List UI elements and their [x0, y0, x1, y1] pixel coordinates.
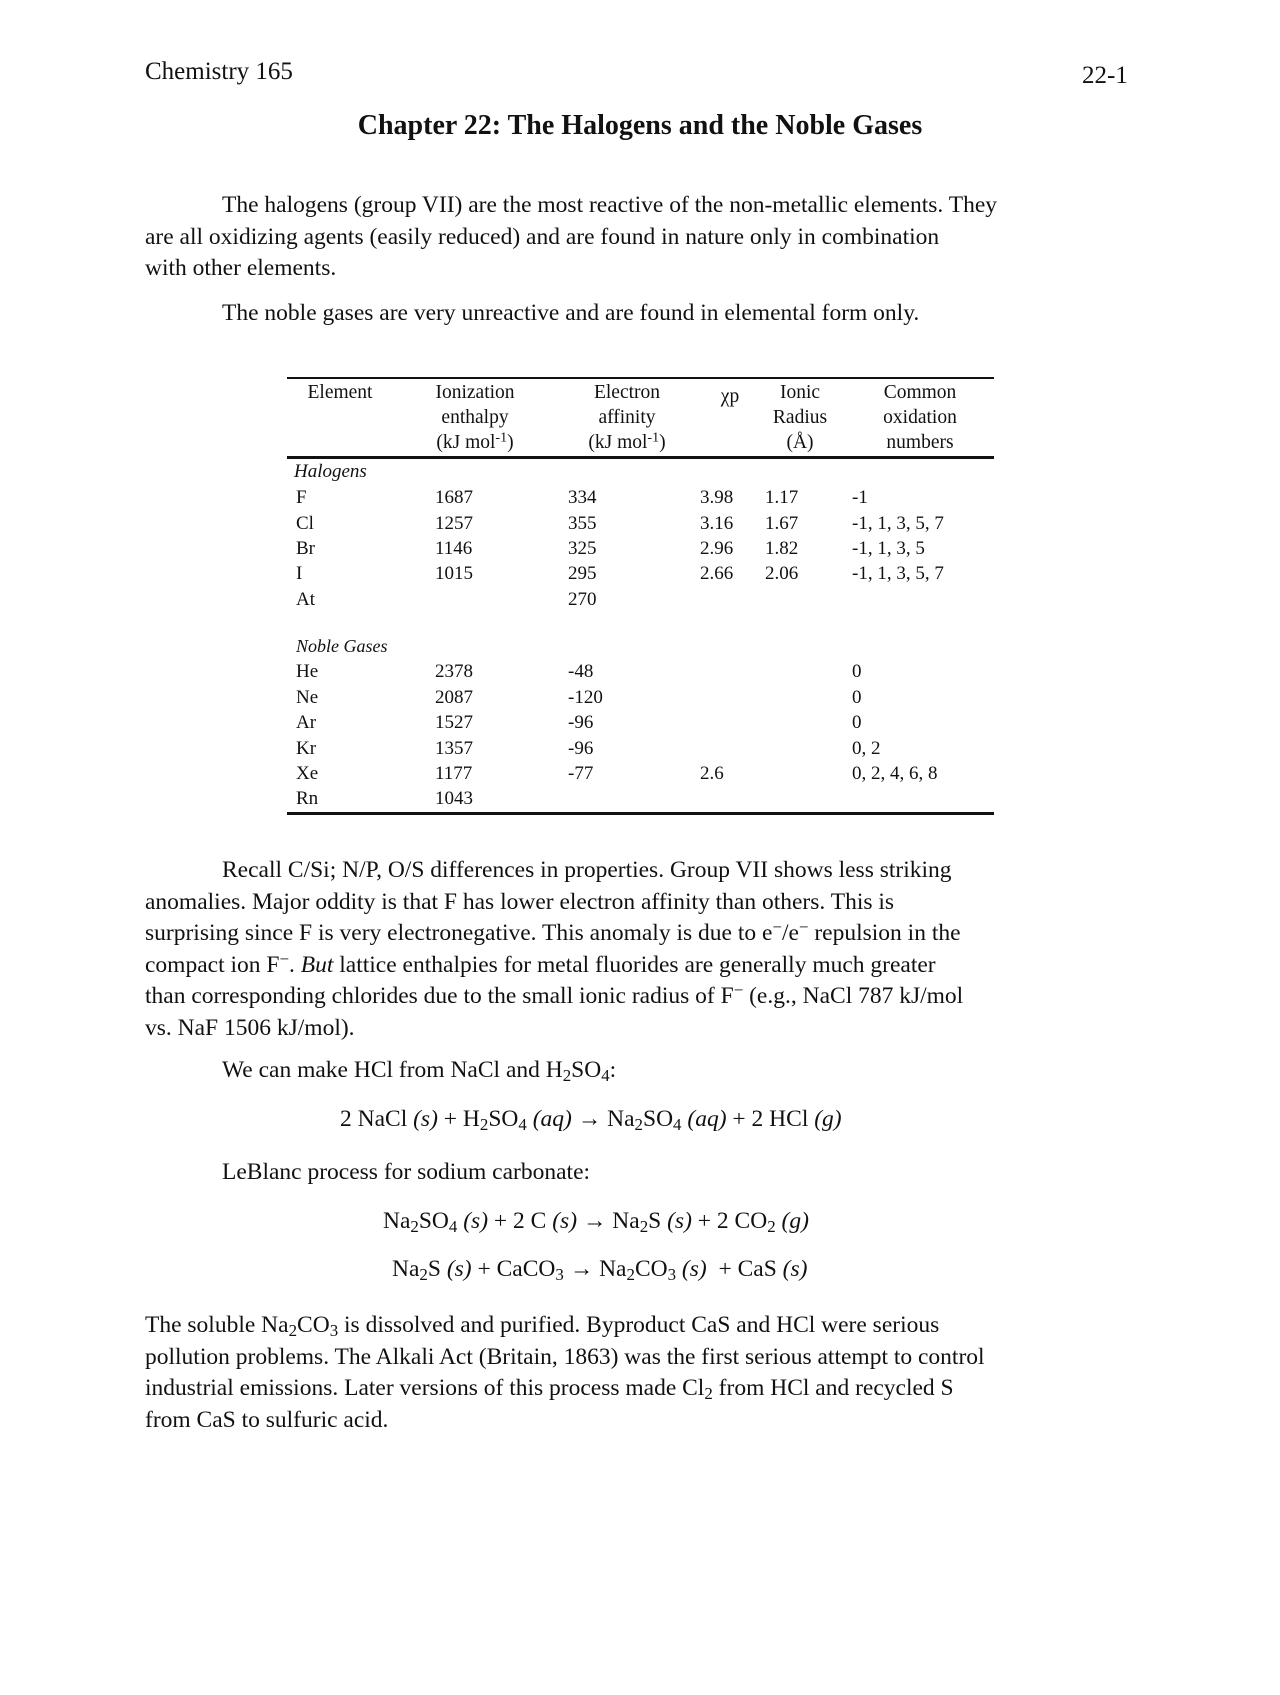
header-oxidation-numbers: Common oxidation numbers	[883, 382, 957, 453]
group-label-noble-gases: Noble Gases	[296, 636, 388, 656]
anomalies-paragraph: Recall C/Si; N/P, O/S differences in properties. Group VII shows less striking anomalies. Major oddity is that F has lower electron affinity than others. This is surprising since F is very electronegative. This anomaly is due to e−/e− repulsion in the compact ion F−. But lattice enthalpies for metal fluorides are generally much greater than corresponding chlorides due to the small ionic radius of F− (e.g., NaCl 787 kJ/mol vs. NaF 1506 kJ/mol).	[145, 857, 964, 1041]
intro-paragraph	[145, 190, 1135, 285]
intro-line-1: The halogens (group VII) are the most reactive of the non-metallic elements. They	[222, 192, 998, 218]
table-header-rule	[287, 456, 994, 459]
equation-leblanc-1: $Na_2SO_4$ (s) + 2 C $(s) \to Na_2S$ (s) + 2 $CO_2$ (g)	[383, 1208, 809, 1237]
header-ionic-radius: Ionic Radius (Å)	[772, 382, 828, 453]
header-electron-affinity: Electron affinity (kJ mol$^{-1}$)	[588, 382, 666, 453]
noble-gases-text: The noble gases are very unreactive and are found in elemental form only.	[222, 300, 920, 326]
hcl-intro: We can make HCl from NaCl and $H_2SO_4$:	[222, 1057, 617, 1086]
page-number: 22-1	[1082, 62, 1128, 89]
leblanc-intro: LeBlanc process for sodium carbonate:	[222, 1159, 591, 1185]
header-electronegativity: χp	[720, 386, 740, 407]
pollution-paragraph: The soluble $Na_2CO_3$ is dissolved and purified. Byproduct CaS and HCl were serious pollution problems. The Alkali Act (Britain, 1863) was the first serious attempt to control industrial emissions. Later versions of this process made $Cl_2$ from HCl and recycled S from CaS to sulfuric acid.	[145, 1312, 985, 1433]
intro-line-2: are all oxidizing agents (easily reduced) and are found in nature only in combination	[145, 223, 940, 250]
chapter-title: Chapter 22: The Halogens and the Noble Gases	[357, 110, 923, 141]
table-top-rule	[287, 377, 994, 379]
group-label-halogens: Halogens	[294, 461, 367, 482]
header-ionization-enthalpy: Ionization enthalpy (kJ mol$^{-1}$)	[435, 382, 515, 453]
equation-leblanc-2: $Na_2S$ (s) + CaCO$_3$ → $Na_2CO_3$ (s) + CaS (s)	[392, 1256, 808, 1285]
header-element: Element	[307, 382, 373, 403]
noble-gases-paragraph	[145, 298, 1135, 330]
table-bottom-rule	[287, 812, 994, 815]
intro-line-3: with other elements.	[145, 255, 337, 281]
equation-hcl: 2 NaCl $(s) + H_2SO_4$ $(aq) \to Na_2SO_4$ (aq) + 2 HCl (g)	[340, 1106, 842, 1135]
course-name: Chemistry 165	[145, 58, 293, 85]
